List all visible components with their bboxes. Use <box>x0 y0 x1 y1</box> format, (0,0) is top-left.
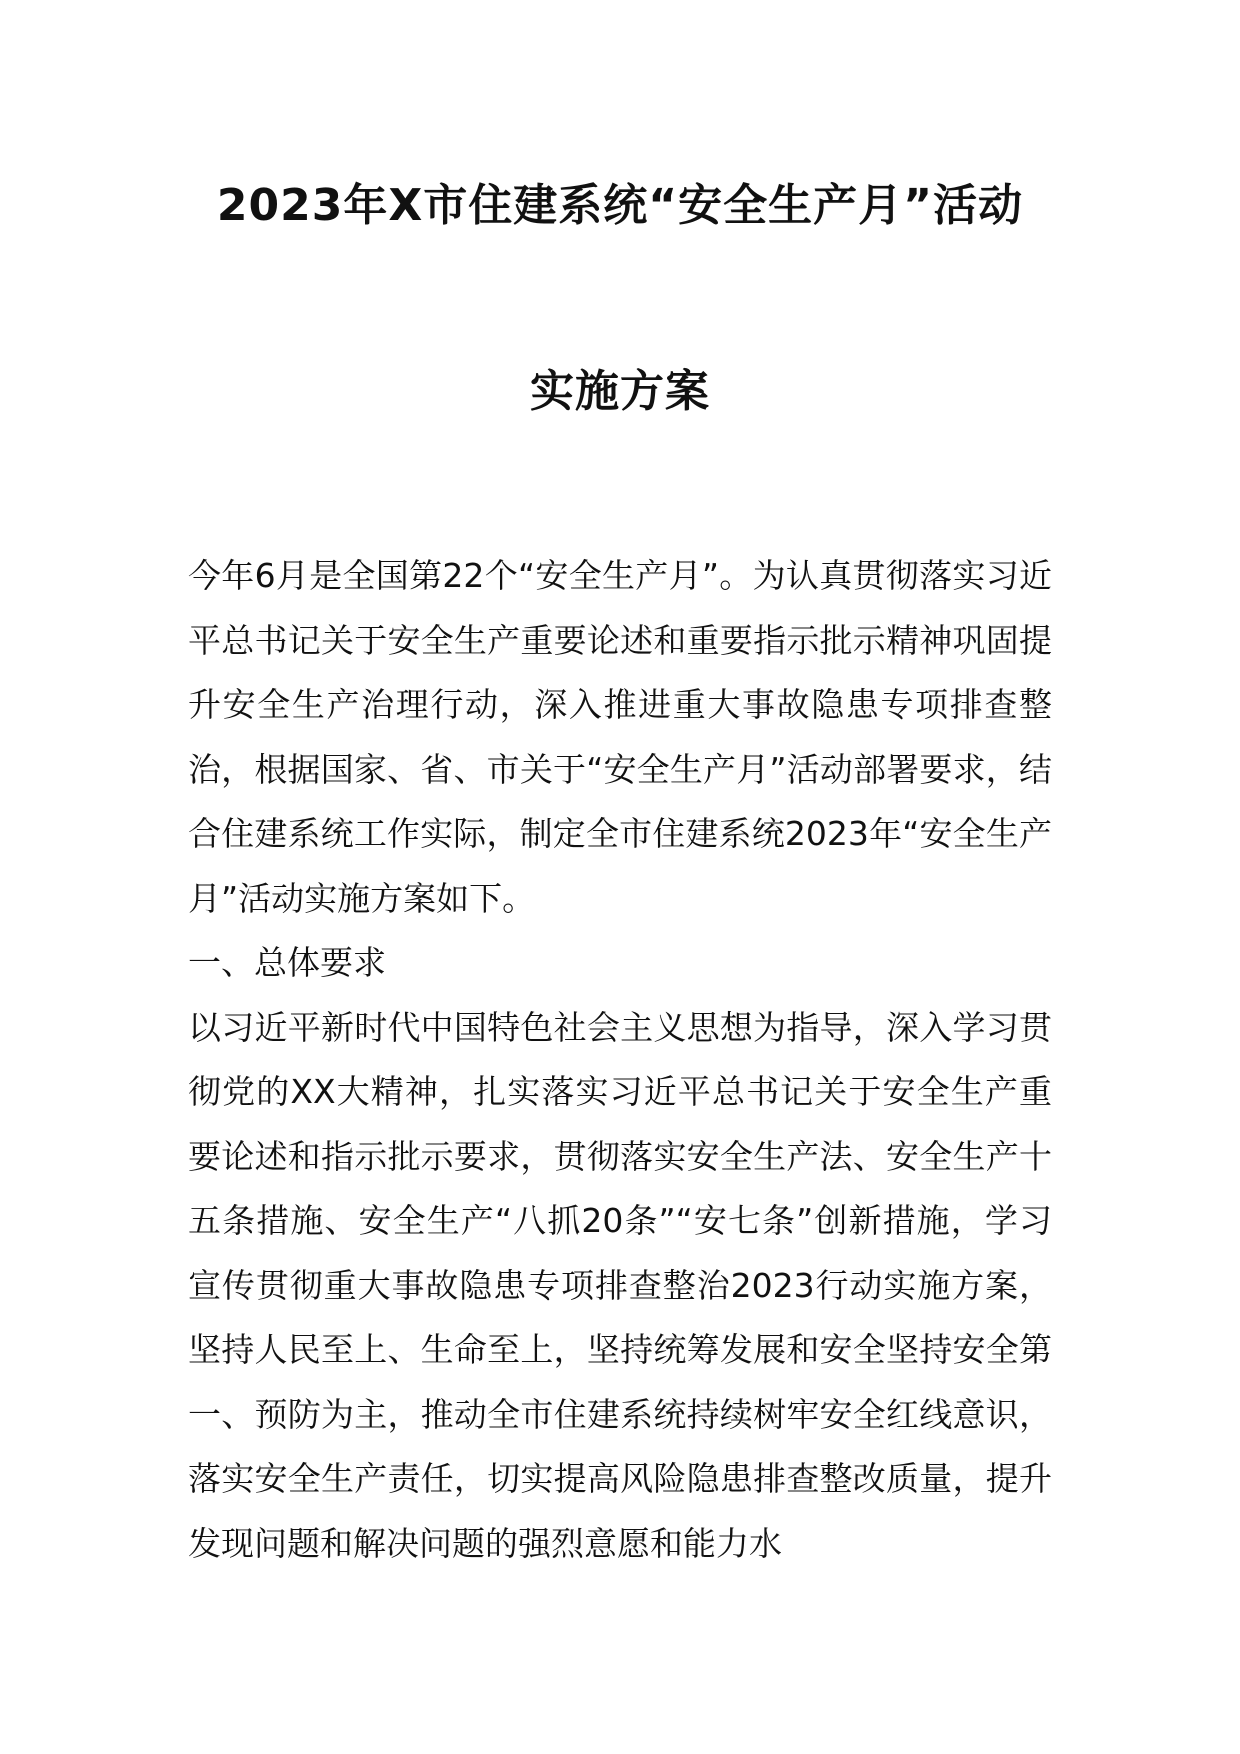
intro-paragraph: 今年6月是全国第22个“安全生产月”。为认真贯彻落实习近平总书记关于安全生产重要论述和重要指示批示精神巩固提升安全生产治理行动，深入推进重大事故隐患专项排查整治，根据国家、省、市关于“安全生产月”活动部署要求，结合住建系统工作实际，制定全市住建系统2023年“安全生产月”活动实施方案如下。 <box>188 556 1052 918</box>
section-paragraph-general-requirements: 以习近平新时代中国特色社会主义思想为指导，深入学习贯彻党的XX大精神，扎实落实习近平总书记关于安全生产重要论述和指示批示要求，贯彻落实安全生产法、安全生产十五条措施、安全生产“八抓20条”“安七条”创新措施，学习宣传贯彻重大事故隐患专项排查整治2023行动实施方案，坚持人民至上、生命至上，坚持统筹发展和安全坚持安全第一、预防为主，推动全市住建系统持续树牢安全红线意识，落实安全生产责任，切实提高风险隐患排查整改质量，提升发现问题和解决问题的强烈意愿和能力水 <box>188 1007 1052 1563</box>
section-heading-general-requirements: 一、总体要求 <box>188 943 386 982</box>
document-title-line-1: 2023年X市住建系统“安全生产月”活动 <box>216 180 1024 231</box>
document-body <box>188 544 1052 1576</box>
document-title-line-2: 实施方案 <box>530 366 710 417</box>
